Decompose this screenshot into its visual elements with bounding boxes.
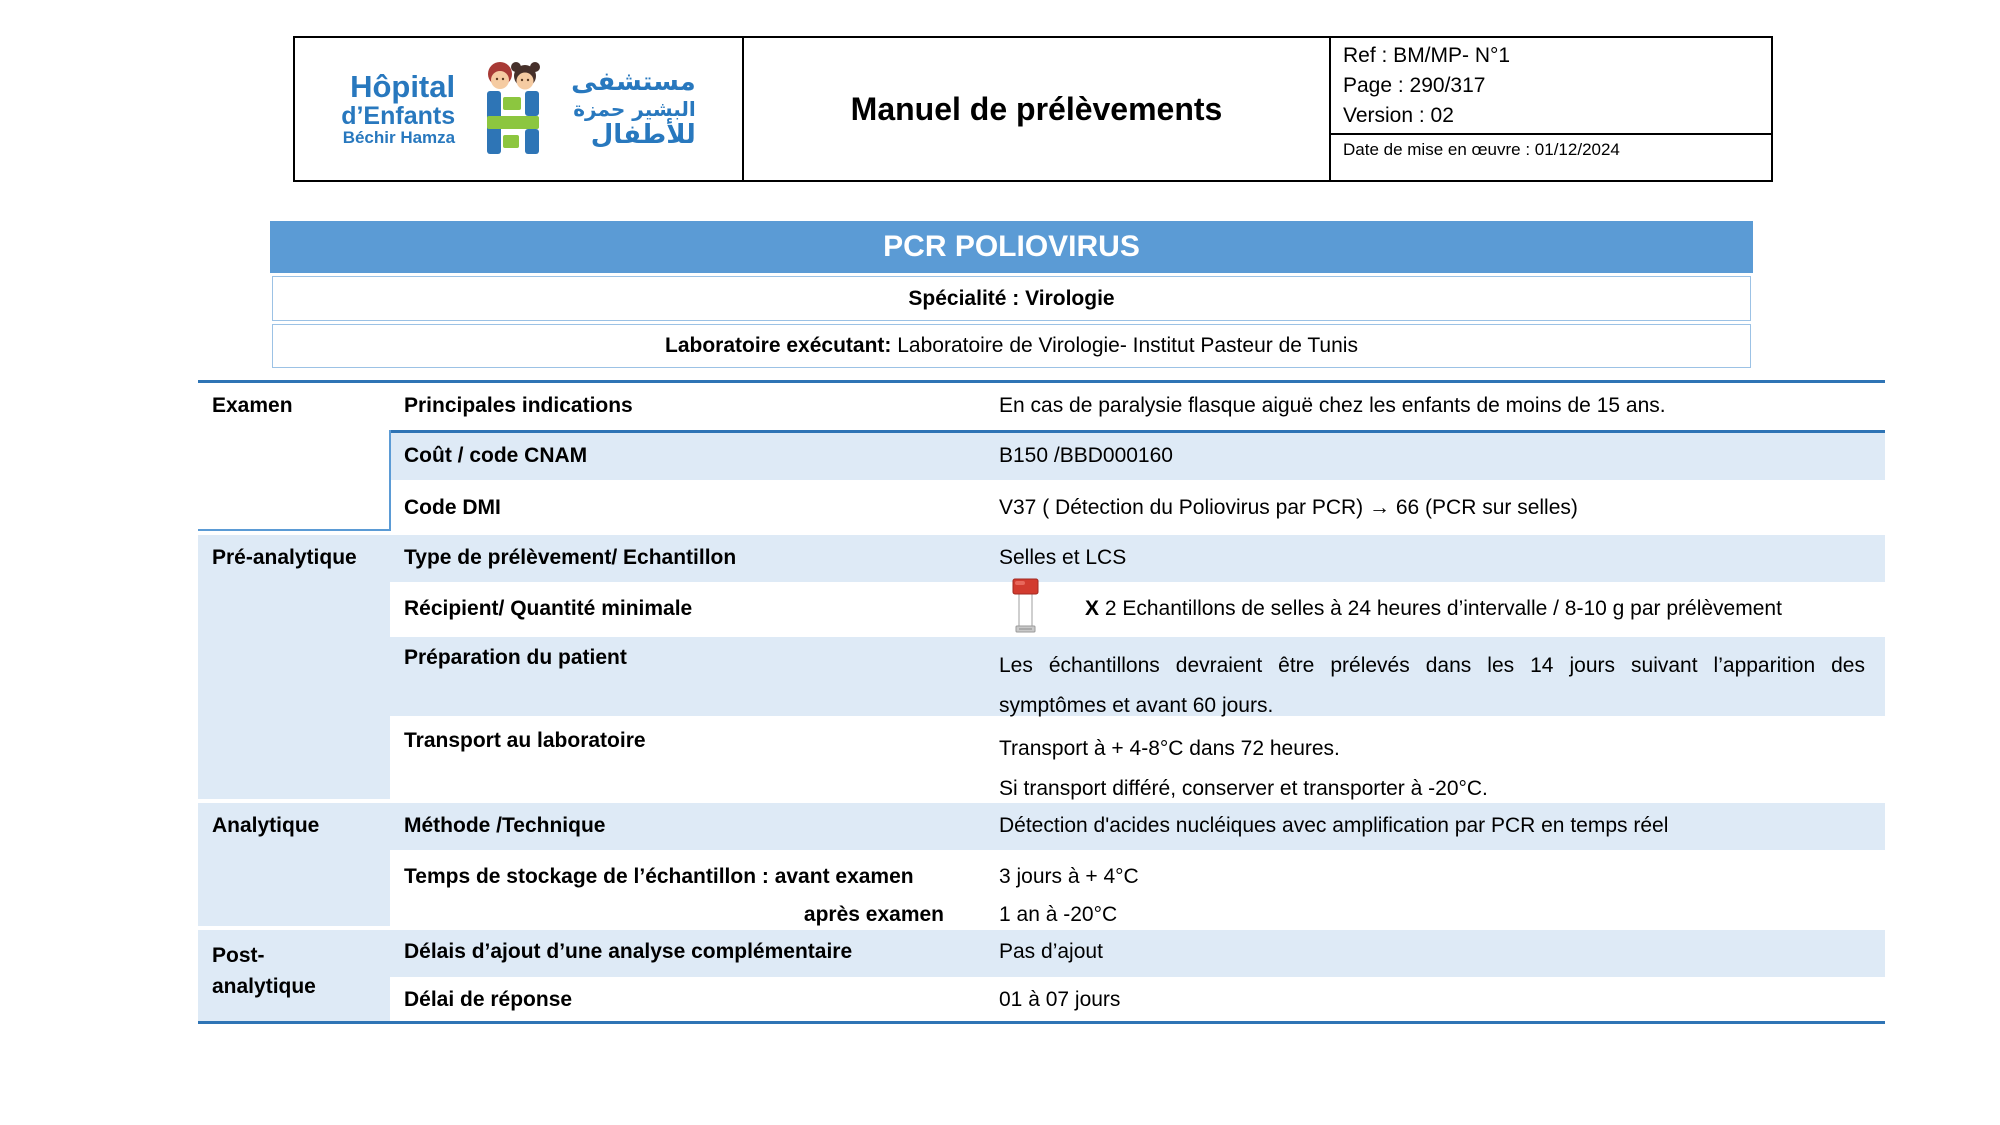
hospital-name-ar-line2: البشير حمزة (573, 96, 696, 121)
value-methode-technique: Détection d'acides nucléiques avec amplification par PCR en temps réel (999, 814, 1669, 837)
label-code-dmi: Code DMI (404, 496, 501, 519)
value-recipient-quantite (1085, 597, 1782, 621)
value-cout-code-cnam: B150 /BBD000160 (999, 444, 1173, 467)
test-title-bar (270, 221, 1753, 273)
value-delai-reponse: 01 à 07 jours (999, 988, 1121, 1011)
arrow-right-icon: → (1369, 496, 1390, 519)
hospital-name-ar-line1: مستشفى (571, 66, 696, 97)
hospital-name-line3: Béchir Hamza (342, 128, 456, 148)
test-title: PCR POLIOVIRUS (883, 230, 1140, 263)
value-preparation-line2: symptômes et avant 60 jours. (999, 694, 1274, 717)
value-temps-stockage-line2: 1 an à -20°C (999, 903, 1118, 926)
label-principales-indications: Principales indications (404, 394, 633, 417)
version-number: Version : 02 (1343, 104, 1454, 127)
value-preparation-patient (999, 646, 1865, 726)
value-code-dmi-pre: V37 ( Détection du Poliovirus par PCR) (999, 496, 1369, 519)
category-examen: Examen (212, 394, 293, 417)
hospital-logo (295, 38, 742, 180)
value-temps-stockage (999, 858, 1139, 934)
examen-cell-right-border (389, 430, 391, 531)
examen-cell-bottom-border (198, 529, 391, 531)
hospital-name-fr (341, 71, 455, 147)
value-preparation-line1: Les échantillons devraient être prélevés dans les 14 jours suivant l’apparition des (999, 654, 1865, 677)
hospital-name-line2: d’Enfants (341, 102, 456, 131)
value-code-dmi (999, 496, 1578, 520)
value-temps-stockage-line1: 3 jours à + 4°C (999, 865, 1139, 888)
value-type-prelevement: Selles et LCS (999, 546, 1127, 569)
hospital-logo-emblem-icon (467, 60, 559, 158)
category-post-analytique (212, 940, 316, 1002)
laboratory-label: Laboratoire exécutant: (665, 334, 892, 357)
laboratory-value: Laboratoire de Virologie- Institut Pasteur de Tunis (891, 334, 1358, 357)
effective-date: Date de mise en œuvre : 01/12/2024 (1343, 140, 1620, 159)
category-post-line1: Post- (212, 944, 265, 967)
row1-bottom-border (390, 430, 1885, 433)
label-temps-stockage (404, 858, 944, 934)
specimen-container-icon (1006, 577, 1046, 635)
hospital-name-line1: Hôpital (350, 69, 456, 105)
label-preparation-patient: Préparation du patient (404, 646, 627, 669)
hospital-name-ar-line3: للأطفال (590, 119, 696, 150)
table-bottom-border (198, 1021, 1885, 1024)
label-type-prelevement: Type de prélèvement/ Echantillon (404, 546, 737, 569)
page-number: Page : 290/317 (1343, 74, 1486, 97)
laboratory-row (272, 324, 1751, 368)
hospital-name-ar (571, 68, 696, 151)
reference-cell (1329, 38, 1773, 180)
label-transport-laboratoire: Transport au laboratoire (404, 729, 646, 752)
value-delais-ajout: Pas d’ajout (999, 940, 1103, 963)
document-header (293, 36, 1773, 182)
value-code-dmi-post: 66 (PCR sur selles) (1390, 496, 1578, 519)
label-temps-stockage-line2: après examen (803, 903, 944, 926)
table-top-border (198, 380, 1885, 383)
category-post-line2: analytique (212, 975, 316, 998)
manual-title-cell (742, 38, 1329, 180)
category-pre-analytique: Pré-analytique (212, 546, 357, 569)
label-temps-stockage-line1: Temps de stockage de l’échantillon : avant examen (404, 865, 914, 888)
specialty-row (272, 276, 1751, 321)
value-transport-line1: Transport à + 4-8°C dans 72 heures. (999, 737, 1340, 760)
value-recipient-text: 2 Echantillons de selles à 24 heures d’intervalle / 8-10 g par prélèvement (1099, 597, 1782, 620)
value-transport-laboratoire (999, 729, 1488, 809)
value-transport-line2: Si transport différé, conserver et transporter à -20°C. (999, 777, 1488, 800)
ref-number: Ref : BM/MP- N°1 (1343, 44, 1511, 67)
value-principales-indications: En cas de paralysie flasque aiguë chez les enfants de moins de 15 ans. (999, 394, 1666, 417)
label-cout-code-cnam: Coût / code CNAM (404, 444, 588, 467)
specialty-text: Spécialité : Virologie (908, 286, 1115, 310)
value-recipient-x: X (1085, 597, 1100, 620)
category-bg-pre-analytique (198, 535, 390, 799)
label-delai-reponse: Délai de réponse (404, 988, 573, 1011)
label-delais-ajout: Délais d’ajout d’une analyse complémentaire (404, 940, 853, 963)
manual-title: Manuel de prélèvements (850, 90, 1223, 127)
label-recipient-quantite: Récipient/ Quantité minimale (404, 597, 693, 620)
label-methode-technique: Méthode /Technique (404, 814, 606, 837)
category-analytique: Analytique (212, 814, 320, 837)
